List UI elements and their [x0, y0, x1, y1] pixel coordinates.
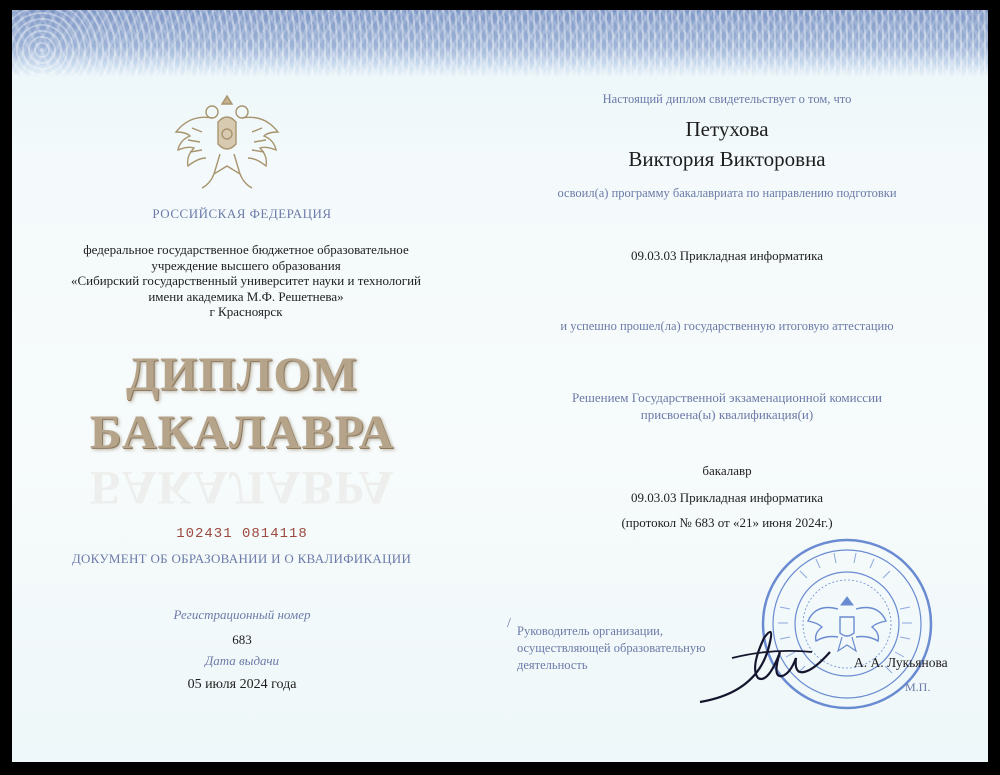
issue-date-value: 05 июля 2024 года — [187, 677, 297, 692]
signer-position-line: осуществляющей образовательную — [517, 641, 706, 655]
diploma-title-line-1: ДИПЛОМ — [125, 348, 359, 401]
institution-city: г Красноярск — [209, 304, 283, 319]
serial-number: 102431 0814118 — [176, 526, 308, 542]
commission-line: присвоена(ы) квалификация(и) — [640, 407, 814, 422]
commission-statement — [532, 389, 922, 423]
institution-line: федеральное государственное бюджетное образовательное — [83, 242, 409, 257]
institution-line: имени академика М.Ф. Решетнева» — [148, 288, 344, 304]
issue-date-label: Дата выдачи — [204, 653, 280, 668]
qualification-degree: бакалавр — [702, 463, 752, 478]
registration-number-value: 683 — [232, 632, 252, 647]
document-type: ДОКУМЕНТ ОБ ОБРАЗОВАНИИ И О КВАЛИФИКАЦИИ — [71, 551, 412, 566]
registration-number-label: Регистрационный номер — [173, 607, 311, 622]
diploma-document — [12, 10, 988, 762]
field-of-study: 09.03.03 Прикладная информатика — [631, 248, 823, 263]
protocol-reference: (протокол № 683 от «21» июня 2024г.) — [621, 515, 833, 530]
institution-line: учреждение высшего образования — [151, 257, 341, 273]
diploma-title-ghost-1: БАКАЛАВРА — [89, 461, 395, 514]
qualification-field: 09.03.03 Прикладная информатика — [631, 490, 823, 505]
program-intro: освоил(а) программу бакалавриата по направлению подготовки — [557, 186, 897, 200]
stamp-place-label: М.П. — [905, 680, 931, 694]
exam-statement: и успешно прошел(ла) государственную итоговую аттестацию — [560, 319, 894, 333]
signer-name: А. А. Лукьянова — [854, 655, 948, 670]
signer-position — [517, 623, 747, 674]
country-name: РОССИЙСКАЯ ФЕДЕРАЦИЯ — [152, 206, 332, 221]
signer-position-line: деятельность — [517, 658, 588, 672]
decorative-pattern-band — [12, 10, 988, 76]
coat-of-arms-icon — [172, 92, 282, 200]
signer-position-line: Руководитель организации, — [517, 624, 663, 638]
institution-name — [30, 242, 462, 320]
commission-line: Решением Государственной экзаменационной комиссии — [572, 390, 882, 405]
signature-slash-mark: / — [507, 616, 511, 631]
attestation-intro: Настоящий диплом свидетельствует о том, что — [602, 92, 852, 106]
institution-line: «Сибирский государственный университет науки и технологий — [70, 273, 422, 288]
graduate-surname: Петухова — [685, 117, 769, 141]
graduate-given-names: Виктория Викторовна — [628, 147, 826, 171]
diploma-title-line-2: БАКАЛАВРА — [89, 406, 395, 459]
